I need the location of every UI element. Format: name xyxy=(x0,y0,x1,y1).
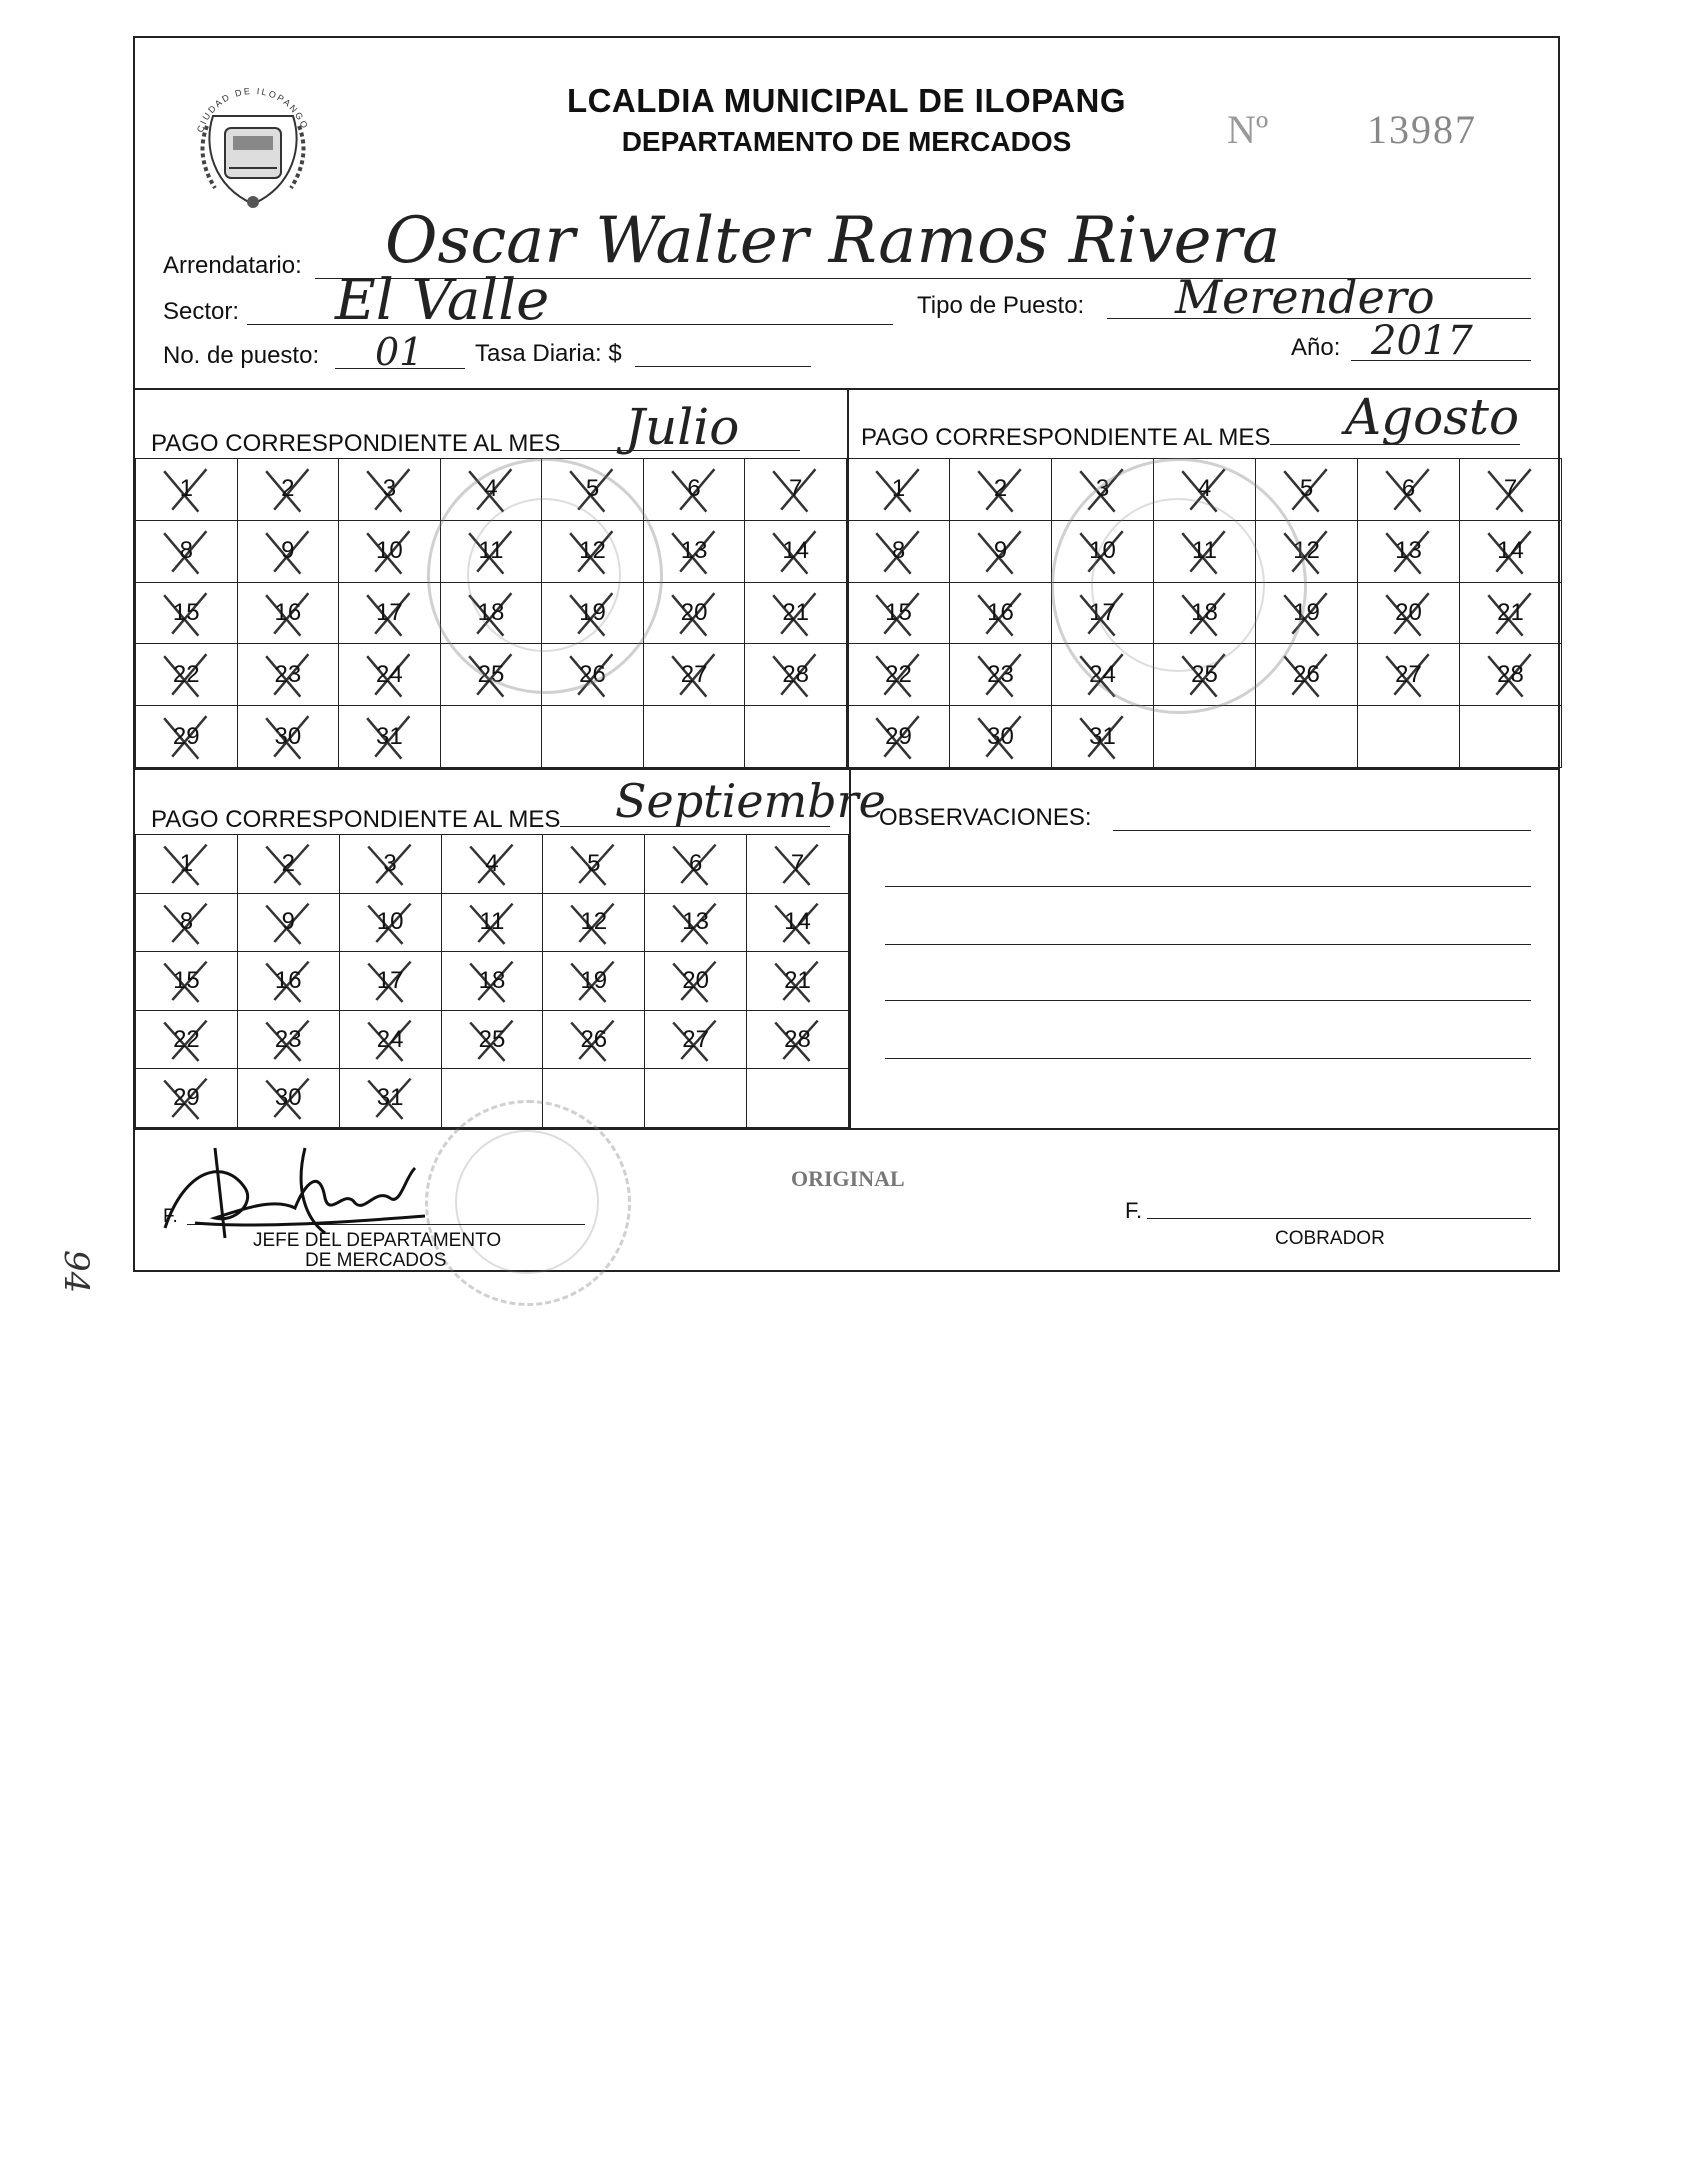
empty-day-cell xyxy=(542,706,644,768)
day-cell xyxy=(441,1010,543,1069)
day-number: 30 xyxy=(274,722,302,750)
day-cell xyxy=(950,520,1052,582)
section-divider-middle xyxy=(135,768,1558,770)
day-cell xyxy=(339,520,441,582)
day-cell xyxy=(339,706,441,768)
day-cell xyxy=(136,520,238,582)
day-number: 14 xyxy=(1497,537,1524,565)
day-number: 25 xyxy=(477,660,505,688)
day-number: 18 xyxy=(477,598,505,626)
day-number: 24 xyxy=(376,660,403,688)
day-number: 29 xyxy=(172,722,200,750)
anio-value: 2017 xyxy=(1371,318,1473,364)
day-cell xyxy=(848,706,950,768)
day-number: 25 xyxy=(478,1025,506,1053)
day-number: 7 xyxy=(789,475,803,503)
day-number: 2 xyxy=(281,849,295,877)
day-number: 31 xyxy=(1089,722,1116,750)
day-number: 14 xyxy=(784,908,811,936)
day-number: 9 xyxy=(281,908,295,936)
month-label: PAGO CORRESPONDIENTE AL MES xyxy=(151,430,561,457)
tipo-puesto-label: Tipo de Puesto: xyxy=(917,292,1085,319)
tasa-line xyxy=(635,366,811,367)
day-number: 8 xyxy=(179,908,194,936)
day-cell xyxy=(950,706,1052,768)
day-number: 21 xyxy=(1497,598,1524,626)
cobrador-signature-line xyxy=(1147,1218,1531,1219)
day-number: 26 xyxy=(580,1025,608,1053)
month-name-septiembre: Septiembre xyxy=(615,774,886,828)
day-number: 21 xyxy=(782,598,810,626)
day-cell xyxy=(1460,520,1562,582)
observaciones-line xyxy=(885,1000,1531,1001)
day-cell xyxy=(645,835,747,894)
day-cell xyxy=(237,582,339,644)
day-cell xyxy=(237,952,339,1011)
empty-day-cell xyxy=(1154,706,1256,768)
svg-text:CIUDAD DE ILOPANGO: CIUDAD DE ILOPANGO xyxy=(194,85,311,134)
jefe-title-line2: DE MERCADOS xyxy=(305,1250,447,1271)
day-number: 5 xyxy=(585,475,600,503)
day-cell xyxy=(441,893,543,952)
day-cell xyxy=(237,1069,339,1128)
day-number: 16 xyxy=(987,598,1014,626)
day-number: 27 xyxy=(682,1025,709,1053)
day-number: 17 xyxy=(1089,598,1116,626)
day-number: 29 xyxy=(885,722,912,750)
day-cell xyxy=(645,893,747,952)
day-number: 12 xyxy=(580,908,608,936)
day-number: 18 xyxy=(478,966,506,994)
day-number: 1 xyxy=(891,475,906,503)
day-number: 22 xyxy=(173,1025,200,1053)
folio-number: 13987 xyxy=(1367,107,1477,152)
day-number: 14 xyxy=(782,537,810,565)
day-number: 12 xyxy=(1293,537,1320,565)
day-cell xyxy=(339,644,441,706)
day-number: 7 xyxy=(1503,475,1518,503)
day-number: 22 xyxy=(172,660,200,688)
day-cell xyxy=(643,459,745,521)
empty-day-cell xyxy=(643,706,745,768)
jefe-title-line1: JEFE DEL DEPARTAMENTO xyxy=(253,1230,502,1251)
day-number: 20 xyxy=(682,966,709,994)
day-number: 15 xyxy=(172,598,200,626)
day-cell xyxy=(237,893,339,952)
month-label: PAGO CORRESPONDIENTE AL MES xyxy=(861,424,1271,451)
day-number: 28 xyxy=(1497,660,1524,688)
day-cell xyxy=(543,893,645,952)
day-cell xyxy=(950,459,1052,521)
market-payment-card xyxy=(133,36,1560,1272)
cobrador-label: COBRADOR xyxy=(1275,1228,1385,1249)
day-number: 29 xyxy=(173,1084,200,1112)
day-number: 10 xyxy=(376,908,404,936)
day-cell xyxy=(237,835,339,894)
puesto-label: No. de puesto: xyxy=(163,342,320,369)
day-number: 12 xyxy=(579,537,606,565)
day-cell xyxy=(339,1010,441,1069)
day-cell xyxy=(1460,644,1562,706)
day-cell xyxy=(136,459,238,521)
day-number: 11 xyxy=(478,537,504,565)
day-number: 31 xyxy=(376,1084,404,1112)
day-cell xyxy=(645,952,747,1011)
day-number: 21 xyxy=(784,966,811,994)
day-number: 1 xyxy=(179,849,194,877)
day-number: 3 xyxy=(383,849,397,877)
day-cell xyxy=(441,835,543,894)
day-number: 23 xyxy=(987,660,1014,688)
day-number: 16 xyxy=(274,598,302,626)
day-number: 17 xyxy=(376,966,404,994)
day-number: 31 xyxy=(376,722,403,750)
empty-day-cell xyxy=(1358,706,1460,768)
day-cell xyxy=(237,706,339,768)
month-name-agosto: Agosto xyxy=(1345,388,1520,446)
day-cell xyxy=(136,582,238,644)
day-cell xyxy=(543,835,645,894)
day-number: 19 xyxy=(579,598,606,626)
day-cell xyxy=(848,582,950,644)
day-cell xyxy=(1358,520,1460,582)
day-number: 3 xyxy=(382,475,397,503)
header-subtitle: DEPARTAMENTO DE MERCADOS xyxy=(621,126,1072,157)
day-number: 6 xyxy=(1401,475,1416,503)
empty-day-cell xyxy=(440,706,542,768)
days-row xyxy=(136,893,849,952)
day-cell xyxy=(543,952,645,1011)
cancelled-stamp-inner xyxy=(467,498,621,652)
day-cell xyxy=(136,1010,238,1069)
day-cell xyxy=(848,644,950,706)
day-number: 15 xyxy=(885,598,912,626)
margin-note: 94 xyxy=(56,1250,96,1294)
empty-day-cell xyxy=(1256,706,1358,768)
day-cell xyxy=(136,893,238,952)
tipo-puesto-value: Merendero xyxy=(1175,270,1435,324)
puesto-value: 01 xyxy=(375,330,424,374)
day-cell xyxy=(339,835,441,894)
day-number: 13 xyxy=(1395,537,1422,565)
day-cell xyxy=(747,952,849,1011)
day-cell xyxy=(747,1010,849,1069)
month-label: PAGO CORRESPONDIENTE AL MES xyxy=(151,806,561,833)
empty-day-cell xyxy=(1460,706,1562,768)
day-cell xyxy=(237,1010,339,1069)
day-number: 11 xyxy=(479,908,505,936)
day-cell xyxy=(745,520,847,582)
day-cell xyxy=(745,644,847,706)
days-row xyxy=(848,706,1562,768)
sector-label: Sector: xyxy=(163,298,240,325)
day-number: 1 xyxy=(179,475,193,503)
day-number: 25 xyxy=(1191,660,1218,688)
day-cell xyxy=(1358,459,1460,521)
observaciones-line xyxy=(885,1058,1531,1059)
day-number: 4 xyxy=(484,475,498,503)
day-number: 6 xyxy=(688,849,703,877)
day-cell xyxy=(237,459,339,521)
day-number: 26 xyxy=(1293,660,1320,688)
cancelled-stamp-inner xyxy=(455,1130,599,1274)
empty-day-cell xyxy=(645,1069,747,1128)
days-row xyxy=(136,835,849,894)
day-number: 27 xyxy=(680,660,708,688)
day-number: 2 xyxy=(993,475,1008,503)
days-grid-septiembre xyxy=(135,834,849,1128)
day-number: 24 xyxy=(1089,660,1116,688)
day-cell xyxy=(747,893,849,952)
day-cell xyxy=(1460,582,1562,644)
observaciones-line xyxy=(885,944,1531,945)
day-cell xyxy=(645,1010,747,1069)
day-cell xyxy=(1460,459,1562,521)
day-number: 17 xyxy=(376,598,403,626)
days-row xyxy=(136,952,849,1011)
sector-value: El Valle xyxy=(335,268,550,333)
day-number: 9 xyxy=(281,537,295,565)
folio-label: Nº xyxy=(1227,107,1269,152)
observaciones-label: OBSERVACIONES: xyxy=(879,804,1092,831)
day-number: 8 xyxy=(891,537,906,565)
day-cell xyxy=(339,459,441,521)
day-number: 22 xyxy=(885,660,912,688)
day-cell xyxy=(136,1069,238,1128)
anio-label: Año: xyxy=(1291,334,1341,361)
day-cell xyxy=(848,459,950,521)
day-cell xyxy=(950,644,1052,706)
day-number: 5 xyxy=(1299,475,1314,503)
day-number: 15 xyxy=(173,966,200,994)
day-number: 20 xyxy=(680,598,708,626)
day-cell xyxy=(339,893,441,952)
empty-day-cell xyxy=(745,706,847,768)
days-row xyxy=(136,706,847,768)
day-number: 13 xyxy=(680,537,708,565)
empty-day-cell xyxy=(747,1069,849,1128)
day-number: 30 xyxy=(274,1084,302,1112)
days-row xyxy=(136,1010,849,1069)
arrendatario-label: Arrendatario: xyxy=(163,252,302,279)
day-cell xyxy=(1358,644,1460,706)
day-number: 3 xyxy=(1095,475,1110,503)
day-number: 30 xyxy=(987,722,1014,750)
day-cell xyxy=(1358,582,1460,644)
day-number: 4 xyxy=(485,849,499,877)
day-cell xyxy=(136,706,238,768)
day-number: 20 xyxy=(1395,598,1422,626)
day-cell xyxy=(237,644,339,706)
day-number: 16 xyxy=(274,966,302,994)
observaciones-line xyxy=(1113,830,1531,831)
day-number: 11 xyxy=(1192,537,1217,565)
day-cell xyxy=(339,1069,441,1128)
day-cell xyxy=(136,952,238,1011)
day-number: 18 xyxy=(1191,598,1218,626)
day-number: 10 xyxy=(376,537,403,565)
day-number: 24 xyxy=(376,1025,404,1053)
header-title: LCALDIA MUNICIPAL DE ILOPANG xyxy=(566,82,1127,119)
observaciones-line xyxy=(885,886,1531,887)
copy-label: ORIGINAL xyxy=(791,1166,905,1191)
day-number: 8 xyxy=(179,537,193,565)
day-number: 27 xyxy=(1395,660,1422,688)
day-number: 4 xyxy=(1197,475,1212,503)
day-number: 19 xyxy=(1293,598,1320,626)
day-cell xyxy=(848,520,950,582)
day-cell xyxy=(136,835,238,894)
day-cell xyxy=(1052,706,1154,768)
day-number: 28 xyxy=(782,660,810,688)
day-number: 2 xyxy=(281,475,295,503)
day-number: 26 xyxy=(579,660,606,688)
tasa-label: Tasa Diaria: $ xyxy=(475,340,622,367)
day-number: 9 xyxy=(993,537,1008,565)
day-number: 23 xyxy=(274,1025,302,1053)
day-cell xyxy=(339,952,441,1011)
day-number: 19 xyxy=(580,966,608,994)
day-number: 23 xyxy=(274,660,302,688)
arrendatario-value: Oscar Walter Ramos Rivera xyxy=(385,204,1281,278)
day-cell xyxy=(745,582,847,644)
day-cell xyxy=(950,582,1052,644)
day-cell xyxy=(745,459,847,521)
day-cell xyxy=(136,644,238,706)
day-number: 6 xyxy=(687,475,701,503)
day-cell xyxy=(441,952,543,1011)
cobrador-prefix: F. xyxy=(1125,1198,1143,1223)
day-cell xyxy=(339,582,441,644)
day-cell xyxy=(237,520,339,582)
jefe-prefix: F. xyxy=(163,1206,178,1227)
day-number: 5 xyxy=(587,849,601,877)
day-cell xyxy=(747,835,849,894)
day-number: 10 xyxy=(1089,537,1116,565)
day-cell xyxy=(643,644,745,706)
cancelled-stamp-inner xyxy=(1091,498,1265,672)
day-cell xyxy=(543,1010,645,1069)
day-number: 28 xyxy=(784,1025,811,1053)
day-number: 7 xyxy=(790,849,805,877)
month-name-julio: Julio xyxy=(625,398,740,456)
day-number: 13 xyxy=(682,908,709,936)
